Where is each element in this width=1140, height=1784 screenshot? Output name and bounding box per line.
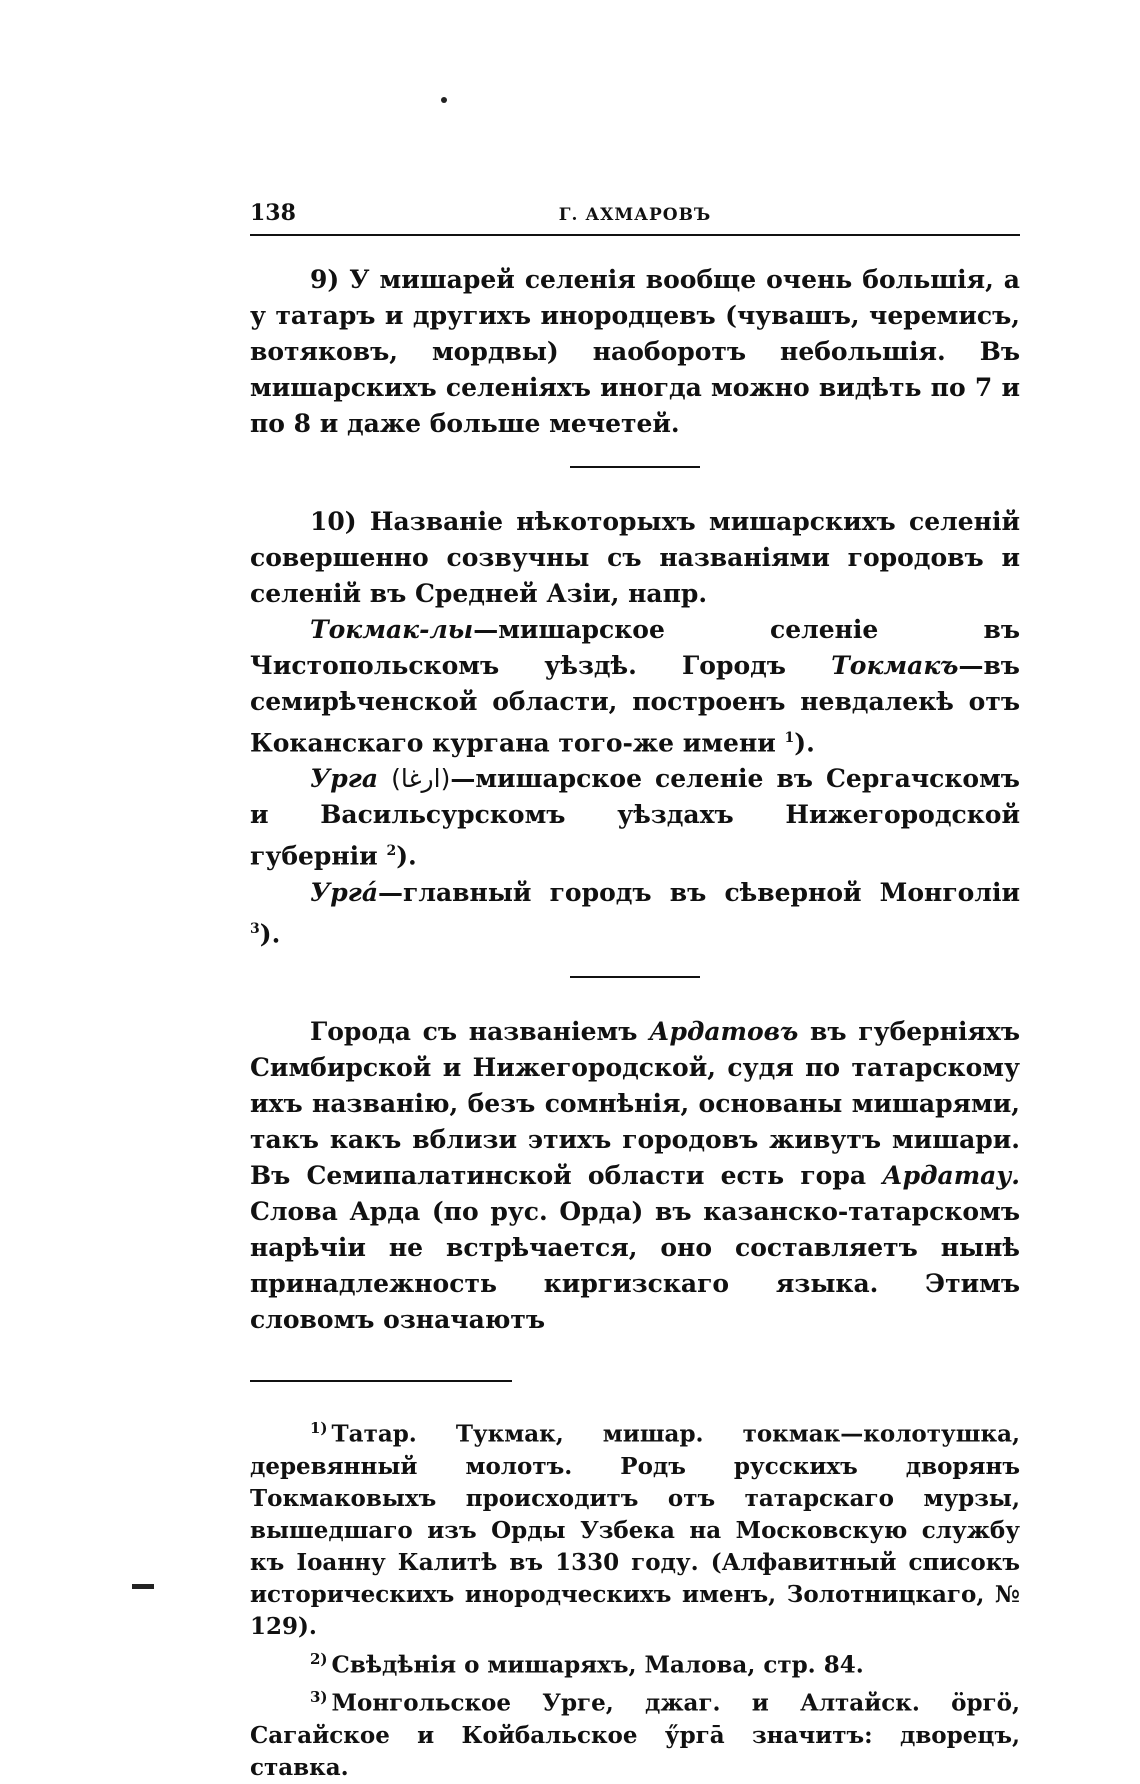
page-content	[250, 198, 1020, 1784]
tokmak-text: —мишарское селеніе въ Чистопольскомъ уѣздѣ. Городъ	[250, 615, 1020, 680]
urga2-entry	[250, 875, 1020, 952]
page-number: 138	[250, 200, 296, 226]
margin-dash-mark	[132, 1584, 154, 1589]
footnote-1-mark: 1)	[310, 1418, 328, 1437]
paragraph-ardatov	[250, 1014, 1020, 1338]
footnote-3-mark: 3)	[310, 1688, 328, 1707]
urga-end: ).	[396, 841, 417, 871]
page-header	[250, 198, 1020, 236]
tokmak-text-2: —въ семирѣченской области, построенъ невдалекѣ отъ Коканскаго кургана того-же имени	[250, 651, 1020, 758]
tokmak-name: Токмак-лы	[310, 615, 474, 644]
tokmak-city: Токмакъ	[831, 651, 959, 680]
paragraph-9-text: 9) У мишарей селенія вообще очень большія, а у татаръ и другихъ инородцевъ (чувашъ, черемисъ, вотяковъ, мордвы) наоборотъ небольшія. Въ мишарскихъ селеніяхъ иногда можно видѣть по 7 и по 8 и даже больше мечетей.	[250, 265, 1020, 438]
footnote-rule	[250, 1380, 512, 1382]
paragraph-10	[250, 504, 1020, 952]
footnote-ref-3: 3	[250, 920, 260, 937]
ardatau-name: Ардатау.	[882, 1160, 1020, 1190]
footnote-3-text: Монгольское Урге, джаг. и Алтайск. öргö, Сагайское и Койбальское ӳргā значитъ: дворецъ, ставка.	[250, 1689, 1020, 1781]
urga2-end: ).	[259, 918, 281, 948]
footnote-2-mark: 2)	[310, 1649, 328, 1668]
paragraph-10-text: 10) Названіе нѣкоторыхъ мишарскихъ селеній совершенно созвучны съ названіями городовъ и селеній въ Средней Азіи, напр.	[250, 507, 1020, 608]
tokmak-end: ).	[794, 728, 815, 758]
ardatov-part-3: Слова Арда (по рус. Орда) въ казанско-татарскомъ нарѣчіи не встрѣчается, оно составляетъ нынѣ принадлежность киргизскаго языка. Этимъ словомъ означаютъ	[250, 1196, 1020, 1334]
footnote-ref-1: 1	[784, 730, 795, 746]
ardatov-part-1: Города съ названіемъ	[310, 1016, 638, 1046]
ardatov-part-2: въ губерніяхъ Симбирской и Нижегородской, судя по татарскому ихъ названію, безъ сомнѣнія, основаны мишарями, такъ какъ вблизи этихъ городовъ живутъ мишари. Въ Семипалатинской области есть гора	[250, 1016, 1020, 1190]
footnote-3	[250, 1681, 1020, 1784]
footnote-1	[250, 1412, 1020, 1643]
tokmak-entry	[250, 612, 1020, 761]
ardatov-text	[250, 1014, 1020, 1338]
footnote-ref-2: 2	[386, 843, 397, 860]
paragraph-9	[250, 262, 1020, 442]
ink-dot-mark	[441, 97, 447, 103]
footnotes	[250, 1412, 1020, 1784]
footnote-1-text: Татар. Тукмак, мишар. токмак—колотушка, деревянный молотъ. Родъ русскихъ дворянъ Токмаковыхъ происходитъ отъ татарскаго мурзы, вышедшаго изъ Орды Узбека на Московскую службу къ Іоанну Калитѣ въ 1330 году. (Алфавитный списокъ историческихъ инородческихъ именъ, Золотницкаго, № 129).	[250, 1420, 1020, 1640]
urga-text: —мишарское селеніе въ Сергачскомъ и Васильсурскомъ уѣздахъ Нижегородской губерніи	[250, 764, 1020, 871]
section-separator	[570, 466, 700, 468]
ardatov-name: Ардатовъ	[649, 1016, 799, 1046]
urga2-text: —главный городъ въ сѣверной Монголіи	[378, 877, 1020, 907]
urga-name: Урга	[310, 764, 379, 794]
urga-arabic-script: (ارغا)	[391, 764, 451, 794]
urga2-name: Ургá	[310, 877, 379, 907]
urga-entry	[250, 761, 1020, 874]
footnote-2	[250, 1643, 1020, 1682]
section-separator-2	[570, 976, 700, 978]
running-title: Г. АХМАРОВЪ	[558, 205, 712, 225]
footnote-2-text: Свѣдѣнія о мишаряхъ, Малова, стр. 84.	[331, 1651, 864, 1679]
